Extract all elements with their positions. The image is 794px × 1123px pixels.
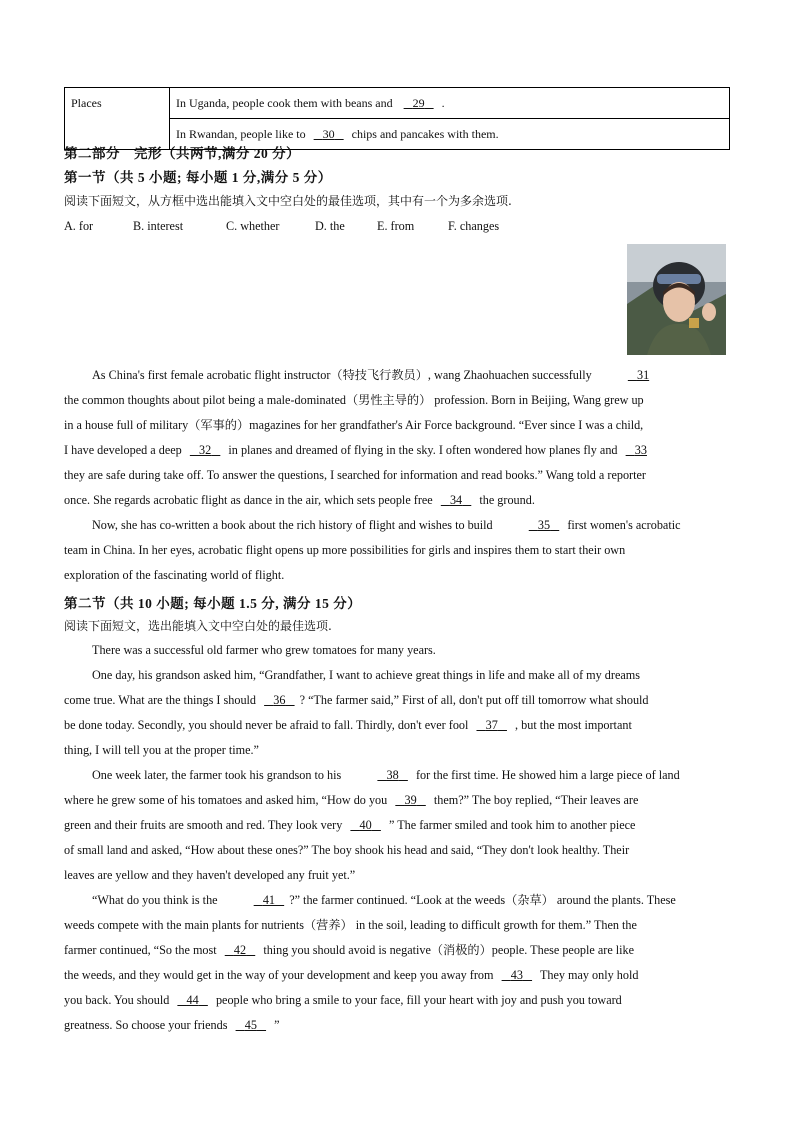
row1-text: In Uganda, people cook them with beans and bbox=[176, 96, 393, 110]
p2-line: where he grew some of his tomatoes and asked him, “How do you 39 them?” The boy replied, “Their leaves are bbox=[64, 788, 730, 813]
section1-instruction: 阅读下面短文，从方框中选出能填入文中空白处的最佳选项，其中有一个为多余选项. bbox=[64, 194, 512, 208]
section2-heading: 第二节（共 10 小题; 每小题 1.5 分, 满分 15 分） bbox=[64, 596, 362, 611]
option-b: B. interest bbox=[133, 219, 184, 233]
passage-1 bbox=[64, 363, 730, 588]
p2-line: the weeds, and they would get in the way of your development and keep you away from 43 They may only hold bbox=[64, 963, 730, 988]
p1-line: once. She regards acrobatic flight as dance in the air, which sets people free 34 the ground. bbox=[64, 488, 730, 513]
blank-42[interactable]: 42 bbox=[233, 943, 247, 957]
table-label-cell bbox=[65, 88, 170, 150]
p1-line: exploration of the fascinating world of flight. bbox=[64, 568, 285, 582]
blank-43[interactable]: 43 bbox=[510, 968, 523, 982]
blank-32[interactable]: 32 bbox=[199, 443, 212, 457]
p2-line: of small land and asked, “How about these ones?” The boy shook his head and said, “They don't look healthy. Their bbox=[64, 843, 630, 857]
blank-33[interactable]: 33 bbox=[634, 443, 647, 457]
part2-heading: 第二部分 完形（共两节,满分 20 分） bbox=[64, 146, 301, 161]
p2-line: greatness. So choose your friends 45 ” bbox=[64, 1013, 730, 1038]
p1-line: the common thoughts about pilot being a male-dominated（男性主导的） profession. Born in Beijing, Wang grew up bbox=[64, 393, 644, 407]
blank-40[interactable]: 40 bbox=[359, 818, 372, 832]
blank-41[interactable]: 41 bbox=[262, 893, 275, 907]
blank-37[interactable]: 37 bbox=[485, 718, 498, 732]
p1-line: team in China. In her eyes, acrobatic flight opens up more possibilities for girls and inspires them to start their own bbox=[64, 543, 626, 557]
p1-line: Now, she has co-written a book about the rich history of flight and wishes to build 35 first women's acrobatic bbox=[64, 513, 730, 538]
blank-38[interactable]: 38 bbox=[386, 768, 399, 782]
row2-text-a: In Rwandan, people like to bbox=[176, 127, 306, 141]
passage-2 bbox=[64, 638, 730, 1038]
p2-line: come true. What are the things I should 36 ? “The farmer said,” First of all, don't put off till tomorrow what should bbox=[64, 688, 730, 713]
info-table bbox=[64, 87, 730, 150]
blank-39[interactable]: 39 bbox=[404, 793, 417, 807]
p1-line: I have developed a deep 32 in planes and dreamed of flying in the sky. I often wondered how planes fly and 33 bbox=[64, 438, 730, 463]
blank-35[interactable]: 35 bbox=[537, 518, 551, 532]
blank-36[interactable]: 36 bbox=[273, 693, 286, 707]
blank-31[interactable]: 31 bbox=[636, 368, 650, 382]
p1-line: they are safe during take off. To answer the questions, I searched for information and read books.” Wang told a reporter bbox=[64, 468, 646, 482]
p2-line: One week later, the farmer took his grandson to his 38 for the first time. He showed him a large piece of land bbox=[64, 763, 730, 788]
blank-45[interactable]: 45 bbox=[244, 1018, 257, 1032]
p2-line: weeds compete with the main plants for nutrients（营养） in the soil, leading to difficult growth for them.” Then the bbox=[64, 918, 637, 932]
blank-34[interactable]: 34 bbox=[449, 493, 463, 507]
option-c: C. whether bbox=[226, 219, 280, 233]
section2-instruction: 阅读下面短文，选出能填入文中空白处的最佳选项. bbox=[64, 619, 332, 633]
table-cell-uganda: In Uganda, people cook them with beans and 29 . bbox=[170, 88, 730, 119]
p2-line: green and their fruits are smooth and red. They look very 40 ” The farmer smiled and took him to another piece bbox=[64, 813, 730, 838]
p2-line: farmer continued, “So the most 42 thing you should avoid is negative（消极的）people. These people are like bbox=[64, 938, 730, 963]
row2-text-b: chips and pancakes with them. bbox=[351, 127, 499, 141]
options-row bbox=[64, 219, 499, 234]
section1-heading: 第一节（共 5 小题; 每小题 1 分,满分 5 分） bbox=[64, 170, 332, 185]
p2-line: you back. You should 44 people who bring a smile to your face, fill your heart with joy and push you toward bbox=[64, 988, 730, 1013]
p2-line: thing, I will tell you at the proper time.” bbox=[64, 743, 259, 757]
blank-44[interactable]: 44 bbox=[186, 993, 199, 1007]
option-e: E. from bbox=[377, 219, 415, 233]
pilot-photo bbox=[627, 244, 726, 355]
p1-line: As China's first female acrobatic flight instructor（特技飞行教员）, wang Zhaohuachen successfully 31 bbox=[64, 363, 730, 388]
p2-line: There was a successful old farmer who grew tomatoes for many years. bbox=[92, 643, 436, 657]
p2-line: One day, his grandson asked him, “Grandfather, I want to achieve great things in life and make all of my dreams bbox=[92, 668, 640, 682]
blank-29[interactable]: 29 bbox=[412, 96, 425, 110]
p1-line: in a house full of military（军事的）magazines for her grandfather's Air Force background. “Ever since I was a child, bbox=[64, 418, 644, 432]
option-d: D. the bbox=[315, 219, 345, 233]
option-f: F. changes bbox=[448, 219, 500, 233]
option-a: A. for bbox=[64, 219, 94, 233]
blank-30[interactable]: 30 bbox=[322, 127, 335, 141]
p2-line: “What do you think is the 41 ?” the farmer continued. “Look at the weeds（杂草） around the plants. These bbox=[64, 888, 730, 913]
places-label: Places bbox=[71, 96, 102, 110]
pilot-illustration bbox=[627, 244, 726, 355]
p2-line: be done today. Secondly, you should never be afraid to fall. Thirdly, don't ever fool 37 , but the most important bbox=[64, 713, 730, 738]
p2-line: leaves are yellow and they haven't developed any fruit yet.” bbox=[64, 868, 356, 882]
